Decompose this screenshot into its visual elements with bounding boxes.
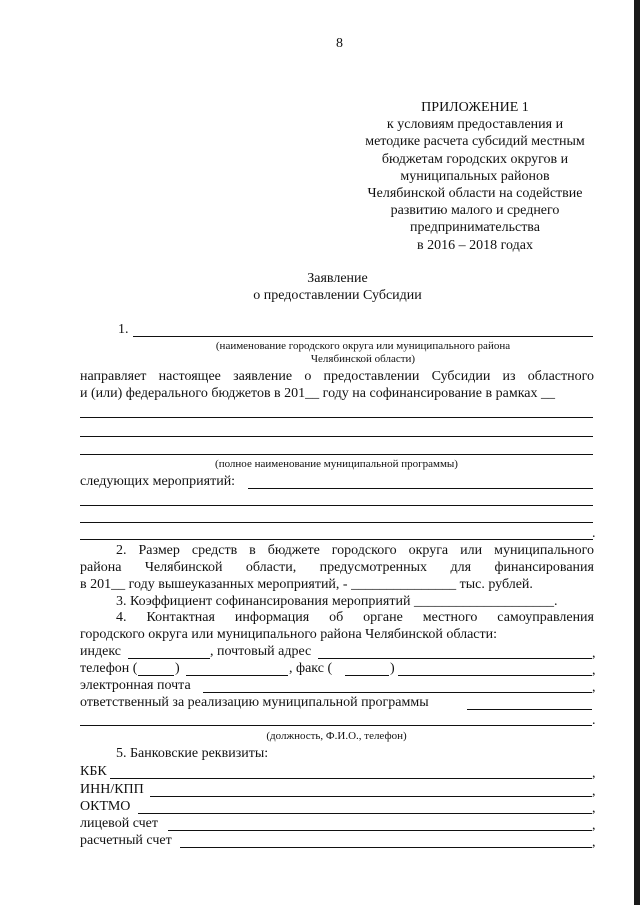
program-field-line[interactable] — [80, 454, 593, 455]
municipality-name-field[interactable] — [133, 336, 593, 337]
fax-number-field[interactable] — [398, 675, 592, 676]
settlement-account-label: расчетный счет — [80, 833, 172, 848]
kbk-field[interactable] — [110, 778, 592, 779]
appendix-line: в 2016 – 2018 годах — [417, 237, 533, 253]
phone-code-field[interactable] — [138, 675, 174, 676]
fax-comma: , — [592, 663, 596, 678]
item2-text: района Челябинской области, предусмотренных для финансирования — [80, 560, 594, 575]
address-comma: , — [592, 646, 596, 661]
phone-close: ) — [175, 661, 180, 676]
responsible-period: . — [592, 713, 596, 728]
appendix-line: к условиям предоставления и — [386, 117, 564, 133]
appendix-line: муниципальных районов — [400, 168, 550, 184]
personal-account-label: лицевой счет — [80, 816, 158, 831]
inn-kpp-label: ИНН/КПП — [80, 782, 144, 797]
events-period: . — [592, 526, 596, 541]
item1-caption: (наименование городского округа или муниципального района — [215, 340, 511, 352]
kbk-comma: , — [592, 766, 596, 781]
events-label: следующих мероприятий: — [80, 474, 236, 489]
index-label: индекс — [80, 644, 121, 659]
item4-text: 4. Контактная информация об органе местного самоуправления — [116, 610, 594, 625]
responsible-field[interactable] — [467, 709, 592, 710]
settlement-account-field[interactable] — [180, 847, 592, 848]
events-field-line[interactable] — [80, 522, 593, 523]
email-field[interactable] — [203, 692, 592, 693]
appendix-line: предпринимательства — [410, 220, 540, 236]
program-caption: (полное наименование муниципальной программы) — [215, 458, 458, 470]
appendix-line: бюджетам городских округов и — [381, 151, 569, 167]
item2-text: 2. Размер средств в бюджете городского округа или муниципального — [116, 543, 594, 558]
address-label: , почтовый адрес — [210, 644, 312, 659]
program-field-line[interactable] — [80, 417, 593, 418]
fax-label: , факс ( — [289, 661, 333, 676]
responsible-field-line[interactable] — [80, 725, 592, 726]
kbk-label: КБК — [80, 764, 107, 779]
responsible-caption: (должность, Ф.И.О., телефон) — [266, 730, 407, 742]
address-field[interactable] — [318, 658, 592, 659]
heading-title: Заявление — [307, 271, 368, 286]
index-field[interactable] — [128, 658, 210, 659]
heading-subtitle: о предоставлении Субсидии — [253, 288, 422, 303]
personal-account-field[interactable] — [168, 830, 592, 831]
email-label: электронная почта — [80, 678, 191, 693]
inn-kpp-field[interactable] — [150, 796, 592, 797]
item4-text: городского округа или муниципального района Челябинской области: — [80, 627, 498, 642]
program-field-line[interactable] — [80, 436, 593, 437]
personal-account-comma: , — [592, 818, 596, 833]
email-comma: , — [592, 680, 596, 695]
item1-number: 1. — [118, 322, 129, 337]
phone-label: телефон ( — [80, 661, 138, 676]
settlement-account-comma: , — [592, 835, 596, 850]
item1-text: и (или) федерального бюджетов в 201__ году на софинансирование в рамках __ — [80, 386, 555, 401]
item2-text: в 201__ году вышеуказанных мероприятий, - _______________ тыс. рублей. — [80, 577, 533, 592]
bank-details-title: 5. Банковские реквизиты: — [116, 746, 269, 761]
page-number: 8 — [336, 36, 343, 51]
appendix-line: развитию малого и среднего — [390, 203, 560, 219]
events-field-line[interactable] — [80, 539, 593, 540]
fax-code-field[interactable] — [345, 675, 389, 676]
appendix-title: ПРИЛОЖЕНИЕ 1 — [421, 100, 529, 115]
oktmo-field[interactable] — [138, 813, 592, 814]
responsible-label: ответственный за реализацию муниципальной программы — [80, 695, 429, 710]
item1-text: направляет настоящее заявление о предоставлении Субсидии из областного — [80, 369, 594, 384]
oktmo-comma: , — [592, 801, 596, 816]
scan-edge — [634, 0, 640, 905]
phone-number-field[interactable] — [186, 675, 288, 676]
appendix-block — [330, 99, 620, 254]
oktmo-label: ОКТМО — [80, 799, 131, 814]
appendix-line: Челябинской области на содействие — [367, 186, 583, 202]
events-field-line[interactable] — [248, 488, 593, 489]
events-field-line[interactable] — [80, 505, 593, 506]
fax-close: ) — [390, 661, 395, 676]
appendix-line: методике расчета субсидий местным — [365, 134, 585, 150]
item3-text: 3. Коэффициент софинансирования мероприятий ____________________. — [116, 594, 558, 609]
item1-caption: Челябинской области) — [310, 353, 416, 365]
inn-kpp-comma: , — [592, 784, 596, 799]
